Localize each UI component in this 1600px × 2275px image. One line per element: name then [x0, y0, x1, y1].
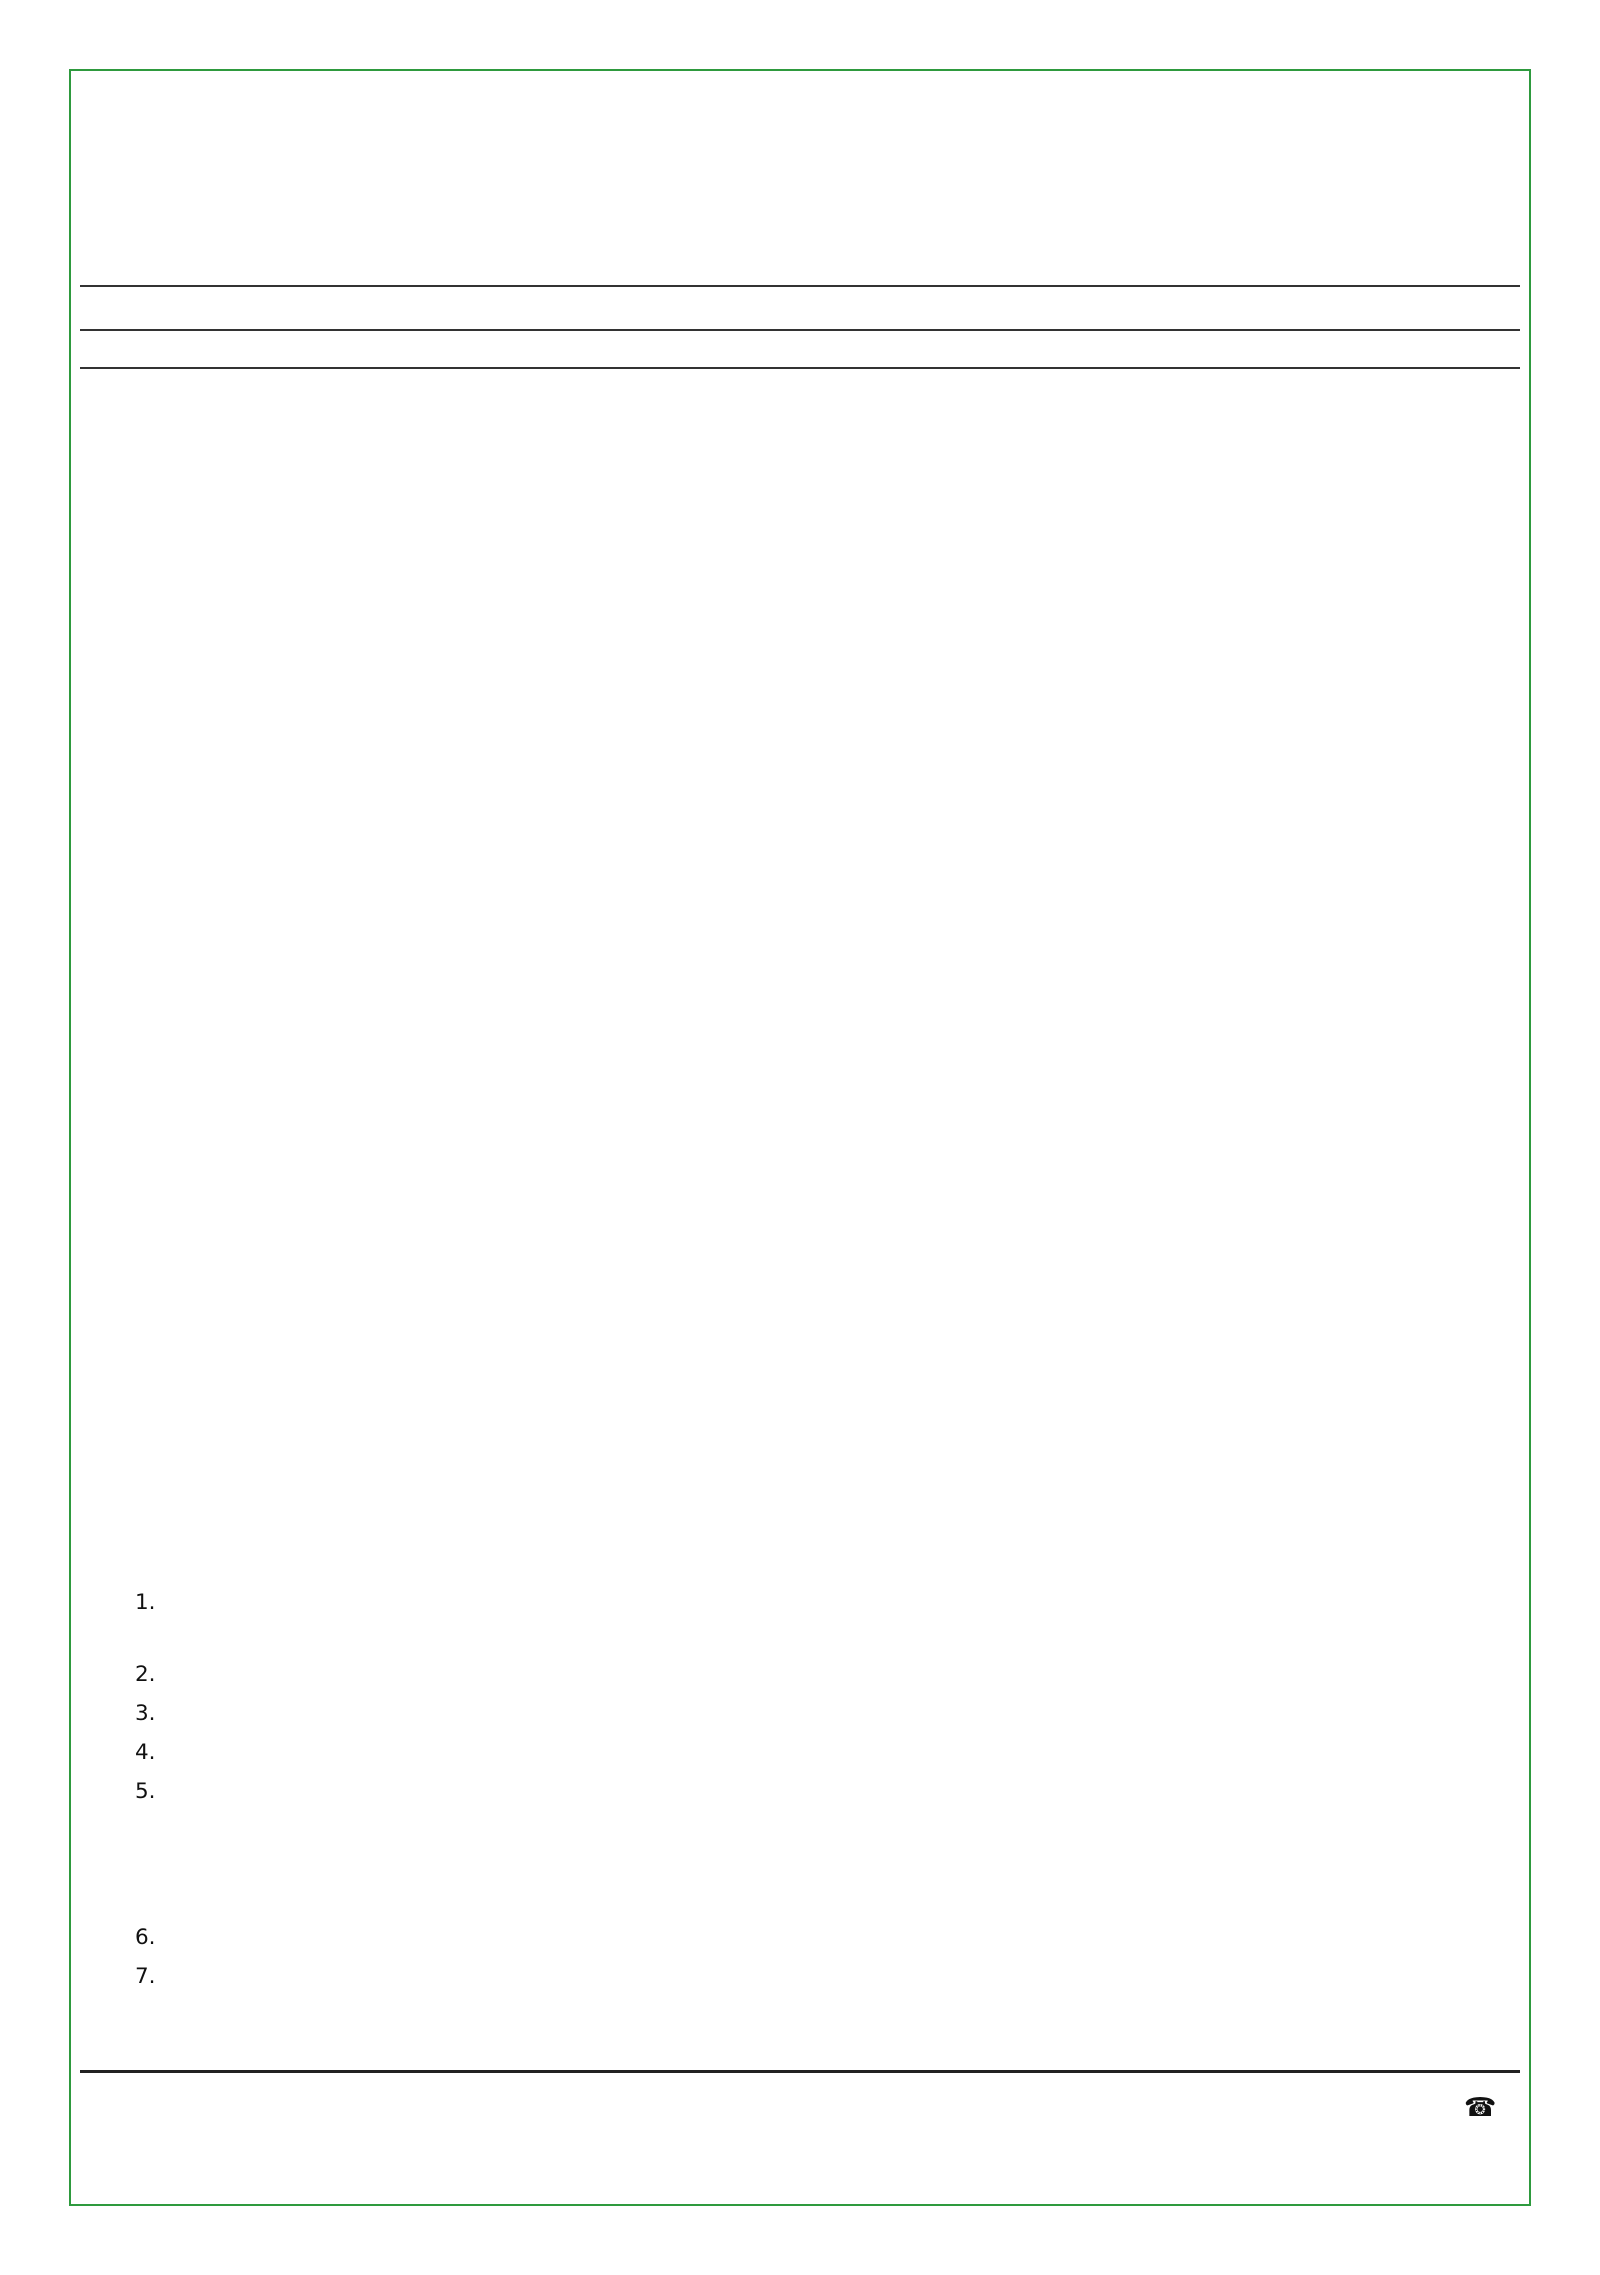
col-header-description [170, 286, 564, 330]
col-header-days [830, 286, 1027, 330]
col-header-date [564, 286, 830, 330]
col-header-serial [80, 286, 170, 330]
footer-divider [80, 2070, 1520, 2073]
holiday-table [80, 285, 1520, 369]
telephone-icon: ☎ [1464, 2093, 1497, 2123]
total-row [80, 330, 1520, 368]
col-header-extra-sunday [1027, 286, 1244, 330]
table-header-row [80, 286, 1520, 330]
total-label [564, 330, 830, 368]
col-header-weekday [1244, 286, 1520, 330]
total-value [830, 330, 1027, 368]
document-sheet: 1. 2. 3. 4. 5. 6. 7. ☎ [80, 80, 1520, 2195]
